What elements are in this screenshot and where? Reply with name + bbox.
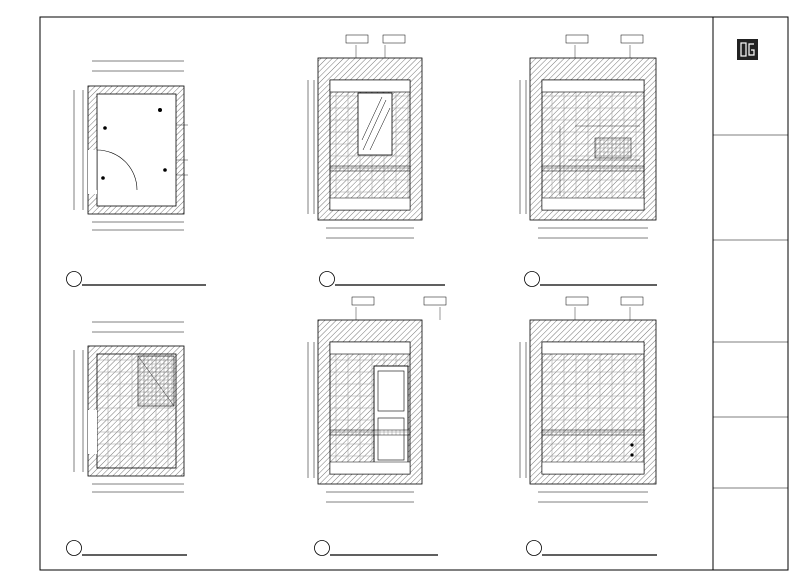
elevation-b-tag-left (566, 35, 588, 43)
title-c-elevation (315, 541, 439, 556)
elevation-c-tag-right (424, 297, 446, 305)
title-d-elevation (527, 541, 658, 556)
elevation-d-tag-right (621, 297, 643, 305)
elevation-a-tag-left (346, 35, 368, 43)
title-a-elevation (320, 272, 446, 287)
elevation-d-tag-left (566, 297, 588, 305)
company-logo (737, 39, 758, 60)
title-b-elevation (525, 272, 658, 287)
elevation-a-tag-right (383, 35, 405, 43)
elevation-a (308, 45, 422, 238)
elevation-b (520, 45, 656, 238)
elevation-d (520, 307, 656, 502)
title-b-tile-plan (67, 541, 188, 556)
elevation-b-tag-right (621, 35, 643, 43)
title-a-plumbing (67, 272, 207, 287)
tile-plan (74, 322, 184, 492)
plumbing-plan (74, 61, 188, 230)
elevation-c-tag-left (352, 297, 374, 305)
elevation-c (308, 307, 440, 502)
